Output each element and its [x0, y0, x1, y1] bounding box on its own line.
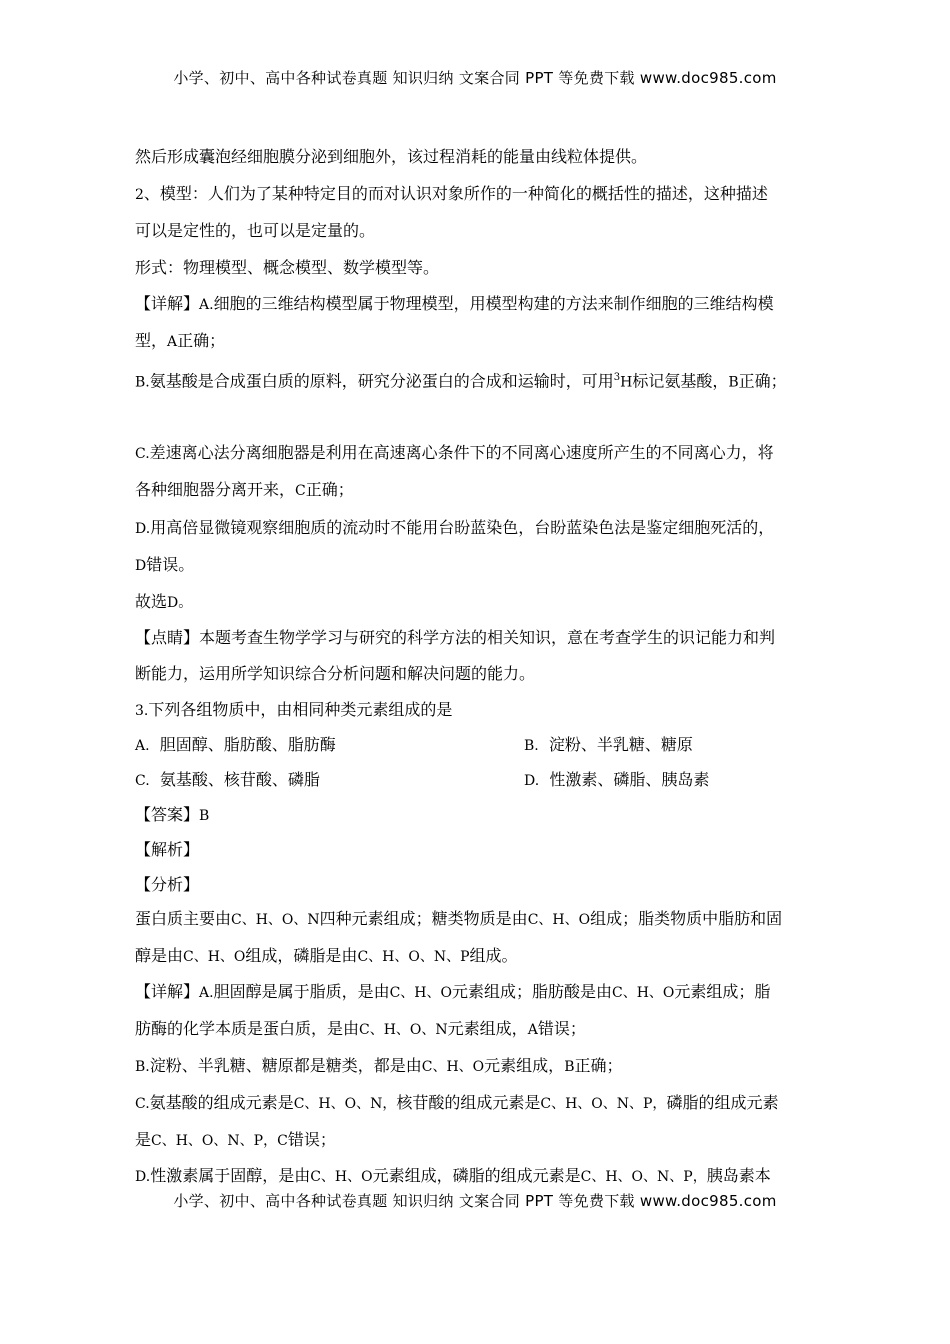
answer-line: 【答案】B	[135, 805, 210, 824]
text-line: B.淀粉、半乳糖、糖原都是糖类，都是由C、H、O元素组成，B正确；	[135, 1056, 623, 1075]
text-line: B.氨基酸是合成蛋白质的原料，研究分泌蛋白的合成和运输时，可用$^3$H标记氨基酸，B正确；	[135, 371, 787, 391]
text-line: 醇是由C、H、O组成，磷脂是由C、H、O、N、P组成。	[135, 946, 518, 965]
text-line: 2、模型：人们为了某种特定目的而对认识对象所作的一种简化的概括性的描述，这种描述	[135, 184, 768, 203]
text-line: C.氨基酸的组成元素是C、H、O、N，核苷酸的组成元素是C、H、O、N、P，磷脂的组成元素	[135, 1093, 779, 1112]
text-line: 【详解】A.胆固醇是属于脂质，是由C、H、O元素组成；脂肪酸是由C、H、O元素组成；脂	[135, 982, 771, 1001]
option-d: D. 性激素、磷脂、胰岛素	[524, 770, 710, 789]
text-line: D.用高倍显微镜观察细胞质的流动时不能用台盼蓝染色，台盼蓝染色法是鉴定细胞死活的，	[135, 518, 775, 537]
question-stem: 3.下列各组物质中，由相同种类元素组成的是	[135, 700, 453, 719]
text-line: 型，A正确；	[135, 331, 226, 350]
text-line: 各种细胞器分离开来，C正确；	[135, 480, 354, 499]
text-line: D.性激素属于固醇，是由C、H、O元素组成，磷脂的组成元素是C、H、O、N、P，胰岛素本	[135, 1166, 771, 1185]
text-line: 肪酶的化学本质是蛋白质，是由C、H、O、N元素组成，A错误；	[135, 1019, 586, 1038]
text-line: 蛋白质主要由C、H、O、N四种元素组成；糖类物质是由C、H、O组成；脂类物质中脂肪和固	[135, 909, 783, 928]
text-line: 断能力，运用所学知识综合分析问题和解决问题的能力。	[135, 664, 536, 683]
text-line: 然后形成囊泡经细胞膜分泌到细胞外，该过程消耗的能量由线粒体提供。	[135, 147, 648, 166]
page-header: 小学、初中、高中各种试卷真题 知识归纳 文案合同 PPT 等免费下载 www.doc985.com	[173, 69, 777, 87]
option-b: B. 淀粉、半乳糖、糖原	[524, 735, 693, 754]
text-line: 是C、H、O、N、P，C错误；	[135, 1130, 336, 1149]
option-c: C. 氨基酸、核苷酸、磷脂	[135, 770, 320, 789]
text-line: 【详解】A.细胞的三维结构模型属于物理模型，用模型构建的方法来制作细胞的三维结构模	[135, 294, 774, 313]
text-line: 故选D。	[135, 592, 193, 611]
text-line: 形式：物理模型、概念模型、数学模型等。	[135, 258, 440, 277]
text-line: 【点睛】本题考查生物学学习与研究的科学方法的相关知识，意在考查学生的识记能力和判	[135, 628, 776, 647]
option-a: A. 胆固醇、脂肪酸、脂肪酶	[135, 735, 336, 754]
analysis-heading: 【解析】	[135, 840, 200, 859]
text-line: 可以是定性的，也可以是定量的。	[135, 221, 376, 240]
text-line: D错误。	[135, 555, 195, 574]
page-footer: 小学、初中、高中各种试卷真题 知识归纳 文案合同 PPT 等免费下载 www.doc985.com	[173, 1192, 777, 1210]
text-line: C.差速离心法分离细胞器是利用在高速离心条件下的不同离心速度所产生的不同离心力，将	[135, 443, 774, 462]
analysis-subheading: 【分析】	[135, 875, 200, 894]
